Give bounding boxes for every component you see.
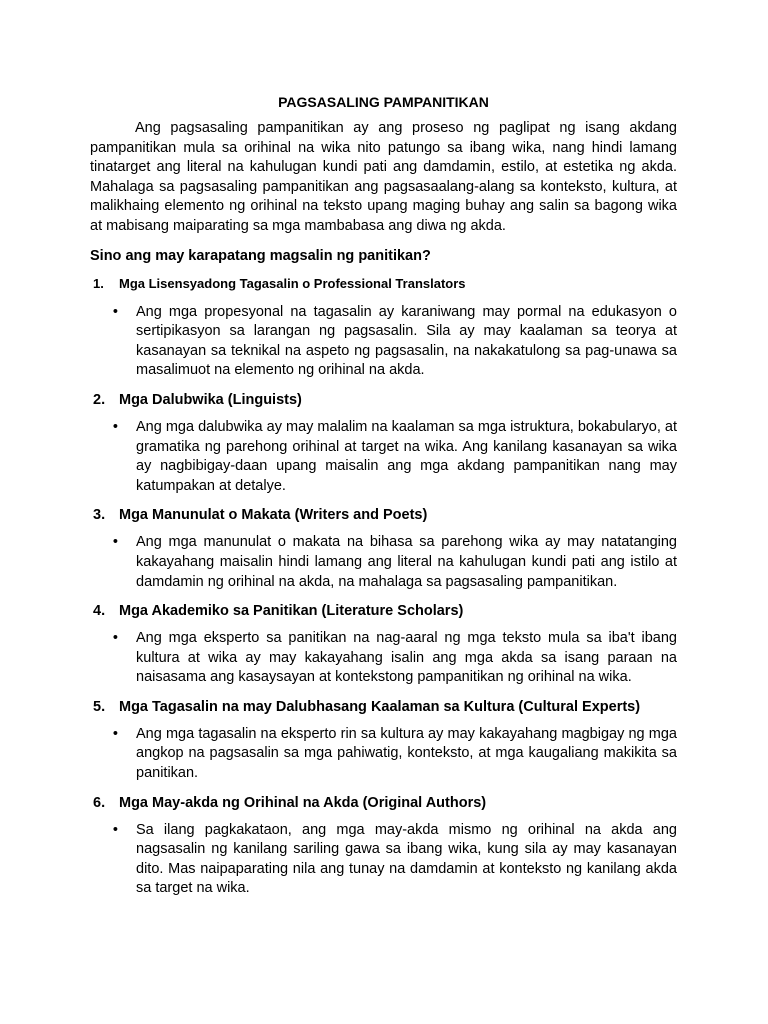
section-5 xyxy=(90,698,677,784)
bullet-item xyxy=(90,821,677,899)
section-3 xyxy=(90,506,677,592)
bullet-icon: • xyxy=(112,630,118,647)
section-title: Mga Dalubwika (Linguists) xyxy=(119,391,302,408)
bullet-item xyxy=(90,418,677,496)
section-title: Mga Manunulat o Makata (Writers and Poets) xyxy=(119,507,428,524)
section-number: 6. xyxy=(93,794,106,811)
section-number: 4. xyxy=(93,603,106,620)
bullet-text: Ang mga eksperto sa panitikan na nag-aaral ng mga teksto mula sa iba't ibang kultura at wika ay may kakayahang isalin ang mga akda sa isang paraan na naisasama ang kasaysayan at kontekstong pampanitikan ng orihinal na wika. xyxy=(136,630,677,686)
bullet-text: Ang mga tagasalin na eksperto rin sa kultura ay may kakayahang magbigay ng mga angkop na pagsasalin sa mga pahiwatig, konteksto, at mga kaugaliang makikita sa panitikan. xyxy=(136,725,677,782)
bullet-item xyxy=(90,629,677,688)
bullet-text: Ang mga propesyonal na tagasalin ay karaniwang may pormal na edukasyon o sertipikasyon sa larangan ng pagsasalin. Sila ay may kaalaman sa teorya at kasanayan sa teknikal na aspeto ng pagsasalin, na nakakatulong sa pag-unawa sa masalimuot na elemento ng orihinal na akda. xyxy=(136,303,677,379)
bullet-text: Sa ilang pagkakataon, ang mga may-akda mismo ng orihinal na akda ang nagsasalin ng kanilang sariling gawa sa ibang wika, kung sila ay may kasanayan dito. Mas naipaparating nila ang tunay na damdamin at konteksto ng kanilang akda sa target na wika. xyxy=(136,821,677,897)
bullet-icon: • xyxy=(112,534,118,551)
section-title: Mga May-akda ng Orihinal na Akda (Original Authors) xyxy=(119,794,487,811)
section-heading xyxy=(90,794,677,813)
section-title: Mga Akademiko sa Panitikan (Literature Scholars) xyxy=(119,603,464,620)
section-heading xyxy=(90,602,677,621)
section-heading xyxy=(90,391,677,410)
bullet-icon: • xyxy=(112,418,118,435)
bullet-icon: • xyxy=(112,821,118,838)
section-number: 2. xyxy=(93,391,106,408)
bullet-item xyxy=(90,533,677,592)
section-6 xyxy=(90,794,677,899)
document-page xyxy=(90,93,677,909)
section-heading xyxy=(90,274,677,293)
section-number: 5. xyxy=(93,698,106,715)
section-heading xyxy=(90,506,677,525)
bullet-icon: • xyxy=(112,725,118,742)
section-title: Mga Lisensyadong Tagasalin o Professional Translators xyxy=(119,275,466,291)
bullet-item xyxy=(90,725,677,784)
question-heading: Sino ang may karapatang magsalin ng panitikan? xyxy=(90,247,431,264)
section-4 xyxy=(90,602,677,688)
section-number: 3. xyxy=(93,507,106,524)
section-number: 1. xyxy=(93,275,104,291)
document-title: PAGSASALING PAMPANITIKAN xyxy=(278,94,489,110)
intro-paragraph: Ang pagsasaling pampanitikan ay ang proseso ng paglipat ng isang akdang pampanitikan mula sa orihinal na wika nito patungo sa ibang wika, nang hindi lamang tinatarget ang literal na kahulugan kundi pati ang damdamin, estilo, at estetika ng akda. Mahalaga sa pagsasaling pampanitikan ang pagsasaalang-alang sa konteksto, kultura, at malikhaing elemento ng orihinal na teksto upang maging buhay ang salin sa bagong wika at mabisang maiparating sa mga mambabasa ang diwa ng akda. xyxy=(90,120,677,234)
section-title: Mga Tagasalin na may Dalubhasang Kaalaman sa Kultura (Cultural Experts) xyxy=(119,698,641,715)
section-2 xyxy=(90,391,677,496)
bullet-text: Ang mga dalubwika ay may malalim na kaalaman sa mga istruktura, bokabularyo, at gramatika ng parehong orihinal at target na wika. Ang kanilang kasanayan sa wika ay nagbibigay-daan upang maisalin ang mga akdang pampanitikan nang may katumpakan at detalye. xyxy=(136,418,677,494)
bullet-icon: • xyxy=(112,303,118,320)
bullet-item xyxy=(90,303,677,381)
bullet-text: Ang mga manunulat o makata na bihasa sa parehong wika ay may natatanging kakayahang maisalin hindi lamang ang literal na kahulugan kundi pati ang istilo at damdamin ng orihinal na akda, na mahalaga sa pagsasaling pampanitikan. xyxy=(136,534,677,590)
section-heading xyxy=(90,698,677,717)
section-1 xyxy=(90,274,677,381)
